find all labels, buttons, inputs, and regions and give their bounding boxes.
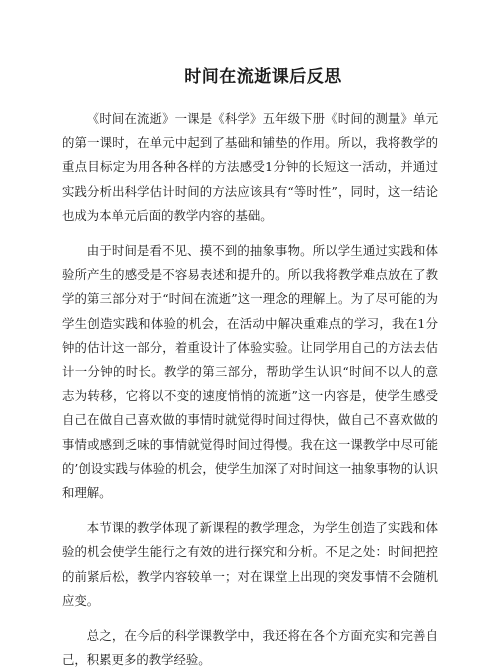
paragraph-4: 总之，在今后的科学课教学中，我还将在各个方面充实和完善自己，积累更多的教学经验。: [62, 628, 438, 668]
paragraph-3: 本节课的教学体现了新课程的教学理念，为学生创造了实践和体验的机会使学生能行之有效的进行探究和分析。不足之处：时间把控的前紧后松，教学内容较单一；对在课堂上出现的突发事情不会随机应变。: [62, 520, 438, 608]
paragraph-1: 《时间在流逝》一课是《科学》五年级下册《时间的测量》单元的第一课时，在单元中起到了基础和铺垫的作用。所以，我将教学的重点目标定为用各种各样的方法感受1分钟的长短这一活动，并通过实践分析出科学估计时间的方法应该具有“等时性”，同时，这一结论也成为本单元后面的教学内容的基础。: [62, 111, 438, 223]
document-title: 时间在流逝课后反思: [184, 67, 342, 87]
paragraph-2: 由于时间是看不见、摸不到的抽象事物。所以学生通过实践和体验所产生的感受是不容易表述和提升的。所以我将教学难点放在了教学的第三部分对于“时间在流逝”这一理念的理解上。为了尽可能的为学生创造实践和体验的机会，在活动中解决重难点的学习，我在1分钟的估计这一部分，着重设计了体验实验。让同学用自己的方法去估计一分钟的时长。教学的第三部分，帮助学生认识“时间不以人的意志为转移，它将以不变的速度悄悄的流逝”这一内容是，使学生感受自己在做自己喜欢做的事情时就觉得时间过得快，做自己不喜欢做的事情或感到乏味的事情就觉得时间过得慢。我在这一课教学中尽可能的’创设实践与体验的机会，使学生加深了对时间这一抽象事物的认识和理解。: [62, 243, 438, 501]
